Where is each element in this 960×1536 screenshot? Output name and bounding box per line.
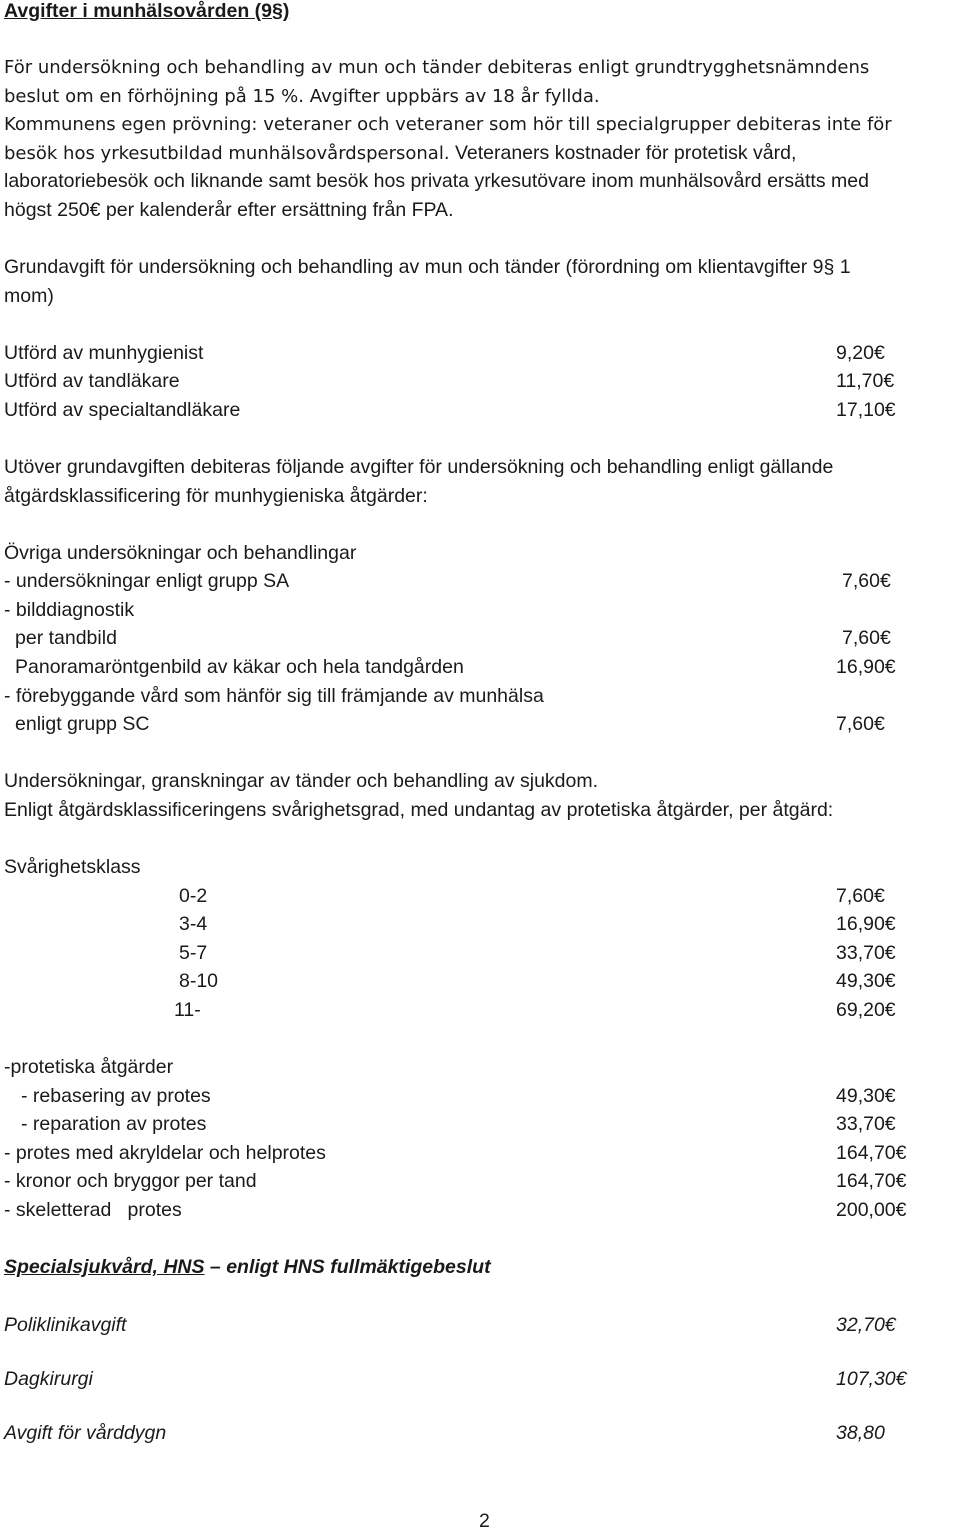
fee-row-value: 17,10€	[836, 399, 896, 421]
fee-row-label: Dagkirurgi	[4, 1368, 93, 1390]
fee-row-value: 33,70€	[836, 1113, 896, 1135]
fee-row-value: 9,20€	[836, 342, 885, 364]
difficulty-class: 5-7	[179, 942, 208, 964]
fee-row-label: - undersökningar enligt grupp SA	[4, 570, 290, 592]
fee-row-label: - bilddiagnostik	[4, 599, 135, 621]
intro-line-6: högst 250€ per kalenderår efter ersättning från FPA.	[4, 199, 454, 221]
hns-heading	[4, 1253, 491, 1282]
fee-row-label: Avgift för vårddygn	[4, 1422, 167, 1444]
fee-row-value: 164,70€	[836, 1170, 907, 1192]
fee-row-label: Utförd av tandläkare	[4, 370, 180, 392]
fee-row-value: 7,60€	[842, 570, 891, 592]
fee-row-value: 107,30€	[836, 1368, 907, 1390]
fee-row-label: per tandbild	[15, 627, 117, 649]
fee-row-value: 200,00€	[836, 1199, 907, 1221]
fee-row-label: enligt grupp SC	[15, 713, 150, 735]
fee-row-label: - förebyggande vård som hänför sig till främjande av munhälsa	[4, 685, 544, 707]
intro-line-1: För undersökning och behandling av mun och tänder debiteras enligt grundtrygghetsnämndens	[4, 57, 870, 78]
fee-row-value: 69,20€	[836, 999, 896, 1021]
base-fee-intro-2: mom)	[4, 285, 54, 307]
base-fee-intro-1: Grundavgift för undersökning och behandling av mun och tänder (förordning om klientavgifter 9§ 1	[4, 256, 851, 278]
intro-line-4-head: besök hos yrkesutbildad munhälsovårdspersonal.	[4, 143, 450, 164]
additional-line-1: Utöver grundavgiften debiteras följande avgifter för undersökning och behandling enligt gällande	[4, 456, 834, 478]
additional-line-2: åtgärdsklassificering för munhygieniska åtgärder:	[4, 485, 428, 507]
fee-row-label: - protes med akryldelar och helprotes	[4, 1142, 326, 1164]
fee-row-value: 7,60€	[842, 627, 891, 649]
fee-row-value: 38,80	[836, 1422, 885, 1444]
fee-row-value: 7,60€	[836, 713, 885, 735]
fee-row-value: 33,70€	[836, 942, 896, 964]
fee-row-value: 16,90€	[836, 913, 896, 935]
fee-row-label: Utförd av munhygienist	[4, 342, 204, 364]
disease-line-1: Undersökningar, granskningar av tänder och behandling av sjukdom.	[4, 770, 599, 792]
hns-heading-main: Specialsjukvård, HNS	[4, 1256, 205, 1278]
difficulty-class: 0-2	[179, 885, 208, 907]
fee-row-label: Utförd av specialtandläkare	[4, 399, 241, 421]
fee-row-label: Poliklinikavgift	[4, 1314, 127, 1336]
fee-row-label: - kronor och bryggor per tand	[4, 1170, 257, 1192]
fee-row-value: 49,30€	[836, 1085, 896, 1107]
intro-line-5: laboratoriebesök och liknande samt besök hos privata yrkesutövare inom munhälsovård ersätts med	[4, 170, 869, 192]
fee-row-value: 11,70€	[836, 370, 895, 392]
hns-heading-sub: – enligt HNS fullmäktigebeslut	[204, 1256, 491, 1278]
difficulty-class: 11-	[174, 999, 201, 1021]
disease-line-2: Enligt åtgärdsklassificeringens svårighetsgrad, med undantag av protetiska åtgärder, per åtgärd:	[4, 799, 834, 821]
fee-row-value: 7,60€	[836, 885, 885, 907]
difficulty-title: Svårighetsklass	[4, 856, 141, 878]
page-number: 2	[479, 1510, 490, 1532]
fee-row-value: 49,30€	[836, 970, 896, 992]
page-title: Avgifter i munhälsovården (9§)	[4, 0, 290, 22]
intro-line-2: beslut om en förhöjning på 15 %. Avgifter uppbärs av 18 år fyllda.	[4, 86, 600, 107]
difficulty-class: 8-10	[179, 970, 219, 992]
intro-line-4-tail: Veteraners kostnader för protetisk vård,	[454, 142, 797, 164]
fee-row-value: 164,70€	[836, 1142, 907, 1164]
fee-row-label: - rebasering av protes	[21, 1085, 211, 1107]
difficulty-class: 3-4	[179, 913, 208, 935]
prosthetic-title: -protetiska åtgärder	[4, 1056, 174, 1078]
fee-row-label: - reparation av protes	[21, 1113, 207, 1135]
fee-row-value: 16,90€	[836, 656, 896, 678]
other-exams-title: Övriga undersökningar och behandlingar	[4, 542, 357, 564]
fee-row-value: 32,70€	[836, 1314, 896, 1336]
fee-row-label: Panoramaröntgenbild av käkar och hela tandgården	[15, 656, 464, 678]
intro-line-4	[4, 139, 796, 168]
fee-row-label: - skeletterad protes	[4, 1199, 182, 1221]
intro-line-3: Kommunens egen prövning: veteraner och veteraner som hör till specialgrupper debiteras inte för	[4, 114, 892, 135]
